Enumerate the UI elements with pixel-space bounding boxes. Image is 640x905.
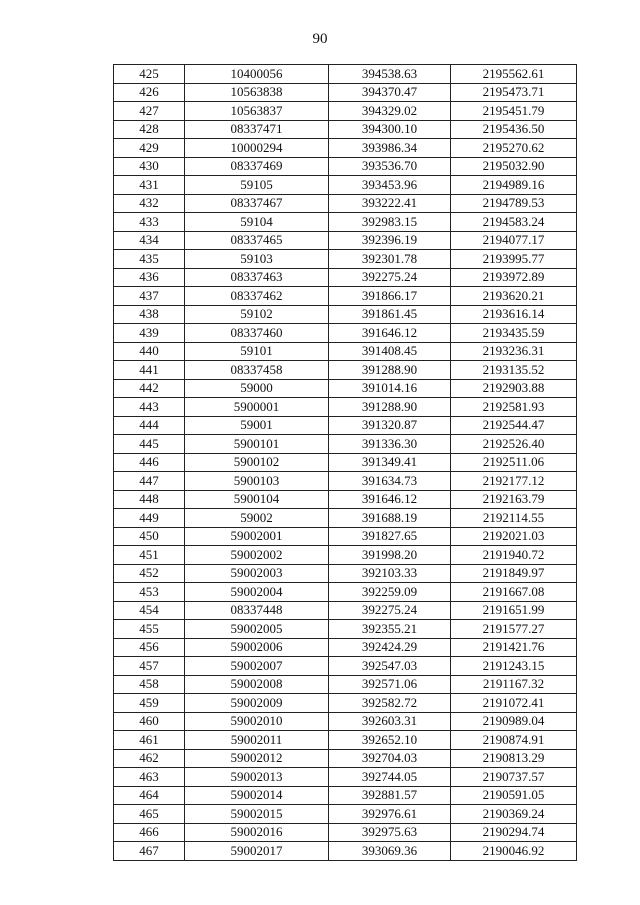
table-row [114, 509, 577, 528]
table-row [114, 583, 577, 602]
table-row [114, 65, 577, 84]
x-coordinate-cell: 391014.16 [329, 379, 451, 398]
x-coordinate-cell: 392975.63 [329, 823, 451, 842]
row-number-cell: 431 [114, 176, 185, 195]
row-number-cell: 453 [114, 583, 185, 602]
x-coordinate-cell: 393536.70 [329, 157, 451, 176]
row-number-cell: 439 [114, 324, 185, 343]
y-coordinate-cell: 2190813.29 [451, 749, 577, 768]
x-coordinate-cell: 392275.24 [329, 268, 451, 287]
x-coordinate-cell: 392355.21 [329, 620, 451, 639]
y-coordinate-cell: 2193135.52 [451, 361, 577, 380]
y-coordinate-cell: 2195270.62 [451, 139, 577, 158]
point-id-cell: 10563838 [185, 83, 329, 102]
x-coordinate-cell: 393986.34 [329, 139, 451, 158]
y-coordinate-cell: 2195032.90 [451, 157, 577, 176]
point-id-cell: 59002004 [185, 583, 329, 602]
x-coordinate-cell: 391634.73 [329, 472, 451, 491]
point-id-cell: 10400056 [185, 65, 329, 84]
table-row [114, 250, 577, 269]
table-row [114, 268, 577, 287]
point-id-cell: 08337448 [185, 601, 329, 620]
row-number-cell: 437 [114, 287, 185, 306]
y-coordinate-cell: 2194989.16 [451, 176, 577, 195]
row-number-cell: 441 [114, 361, 185, 380]
table-row [114, 842, 577, 861]
point-id-cell: 59002002 [185, 546, 329, 565]
y-coordinate-cell: 2190369.24 [451, 805, 577, 824]
y-coordinate-cell: 2194583.24 [451, 213, 577, 232]
y-coordinate-cell: 2193995.77 [451, 250, 577, 269]
x-coordinate-cell: 392259.09 [329, 583, 451, 602]
x-coordinate-cell: 392881.57 [329, 786, 451, 805]
table-row [114, 712, 577, 731]
table-row [114, 694, 577, 713]
x-coordinate-cell: 392547.03 [329, 657, 451, 676]
x-coordinate-cell: 392424.29 [329, 638, 451, 657]
y-coordinate-cell: 2193616.14 [451, 305, 577, 324]
point-id-cell: 59002013 [185, 768, 329, 787]
table-row [114, 823, 577, 842]
point-id-cell: 5900104 [185, 490, 329, 509]
point-id-cell: 5900103 [185, 472, 329, 491]
table-row [114, 805, 577, 824]
table-row [114, 638, 577, 657]
point-id-cell: 08337467 [185, 194, 329, 213]
row-number-cell: 461 [114, 731, 185, 750]
y-coordinate-cell: 2192114.55 [451, 509, 577, 528]
y-coordinate-cell: 2191849.97 [451, 564, 577, 583]
row-number-cell: 466 [114, 823, 185, 842]
row-number-cell: 458 [114, 675, 185, 694]
table-row [114, 176, 577, 195]
x-coordinate-cell: 393222.41 [329, 194, 451, 213]
y-coordinate-cell: 2191667.08 [451, 583, 577, 602]
y-coordinate-cell: 2192021.03 [451, 527, 577, 546]
row-number-cell: 445 [114, 435, 185, 454]
y-coordinate-cell: 2191651.99 [451, 601, 577, 620]
row-number-cell: 433 [114, 213, 185, 232]
y-coordinate-cell: 2190737.57 [451, 768, 577, 787]
row-number-cell: 465 [114, 805, 185, 824]
y-coordinate-cell: 2192581.93 [451, 398, 577, 417]
table-row [114, 731, 577, 750]
x-coordinate-cell: 391646.12 [329, 324, 451, 343]
point-id-cell: 59102 [185, 305, 329, 324]
row-number-cell: 463 [114, 768, 185, 787]
table-row [114, 342, 577, 361]
x-coordinate-cell: 391861.45 [329, 305, 451, 324]
y-coordinate-cell: 2191421.76 [451, 638, 577, 657]
y-coordinate-cell: 2195562.61 [451, 65, 577, 84]
coordinates-table [113, 64, 577, 861]
y-coordinate-cell: 2191940.72 [451, 546, 577, 565]
point-id-cell: 08337460 [185, 324, 329, 343]
table-row [114, 546, 577, 565]
page-number: 90 [312, 31, 328, 47]
coordinates-table-body [114, 65, 577, 861]
point-id-cell: 59103 [185, 250, 329, 269]
row-number-cell: 446 [114, 453, 185, 472]
row-number-cell: 467 [114, 842, 185, 861]
x-coordinate-cell: 394538.63 [329, 65, 451, 84]
table-row [114, 472, 577, 491]
x-coordinate-cell: 392744.05 [329, 768, 451, 787]
x-coordinate-cell: 393069.36 [329, 842, 451, 861]
point-id-cell: 08337471 [185, 120, 329, 139]
row-number-cell: 457 [114, 657, 185, 676]
y-coordinate-cell: 2192177.12 [451, 472, 577, 491]
x-coordinate-cell: 392983.15 [329, 213, 451, 232]
x-coordinate-cell: 391336.30 [329, 435, 451, 454]
y-coordinate-cell: 2195436.50 [451, 120, 577, 139]
row-number-cell: 442 [114, 379, 185, 398]
row-number-cell: 455 [114, 620, 185, 639]
table-row [114, 361, 577, 380]
row-number-cell: 429 [114, 139, 185, 158]
point-id-cell: 59104 [185, 213, 329, 232]
x-coordinate-cell: 391349.41 [329, 453, 451, 472]
point-id-cell: 08337469 [185, 157, 329, 176]
x-coordinate-cell: 391998.20 [329, 546, 451, 565]
y-coordinate-cell: 2190591.05 [451, 786, 577, 805]
table-row [114, 564, 577, 583]
row-number-cell: 425 [114, 65, 185, 84]
x-coordinate-cell: 391408.45 [329, 342, 451, 361]
table-row [114, 749, 577, 768]
point-id-cell: 5900001 [185, 398, 329, 417]
x-coordinate-cell: 391688.19 [329, 509, 451, 528]
row-number-cell: 451 [114, 546, 185, 565]
x-coordinate-cell: 392582.72 [329, 694, 451, 713]
point-id-cell: 10000294 [185, 139, 329, 158]
point-id-cell: 5900102 [185, 453, 329, 472]
x-coordinate-cell: 392396.19 [329, 231, 451, 250]
point-id-cell: 59002014 [185, 786, 329, 805]
row-number-cell: 440 [114, 342, 185, 361]
table-row [114, 324, 577, 343]
row-number-cell: 428 [114, 120, 185, 139]
row-number-cell: 436 [114, 268, 185, 287]
point-id-cell: 08337463 [185, 268, 329, 287]
table-row [114, 102, 577, 121]
point-id-cell: 59002009 [185, 694, 329, 713]
row-number-cell: 443 [114, 398, 185, 417]
x-coordinate-cell: 392652.10 [329, 731, 451, 750]
table-row [114, 231, 577, 250]
row-number-cell: 438 [114, 305, 185, 324]
point-id-cell: 08337462 [185, 287, 329, 306]
y-coordinate-cell: 2190294.74 [451, 823, 577, 842]
table-row [114, 194, 577, 213]
y-coordinate-cell: 2193620.21 [451, 287, 577, 306]
y-coordinate-cell: 2195473.71 [451, 83, 577, 102]
point-id-cell: 59002015 [185, 805, 329, 824]
point-id-cell: 59002001 [185, 527, 329, 546]
table-row [114, 213, 577, 232]
point-id-cell: 59002010 [185, 712, 329, 731]
point-id-cell: 59101 [185, 342, 329, 361]
row-number-cell: 448 [114, 490, 185, 509]
table-row [114, 453, 577, 472]
table-row [114, 120, 577, 139]
y-coordinate-cell: 2193236.31 [451, 342, 577, 361]
x-coordinate-cell: 394300.10 [329, 120, 451, 139]
table-row [114, 305, 577, 324]
point-id-cell: 59105 [185, 176, 329, 195]
table-row [114, 398, 577, 417]
point-id-cell: 59002003 [185, 564, 329, 583]
y-coordinate-cell: 2192544.47 [451, 416, 577, 435]
row-number-cell: 454 [114, 601, 185, 620]
y-coordinate-cell: 2194789.53 [451, 194, 577, 213]
row-number-cell: 464 [114, 786, 185, 805]
point-id-cell: 59002 [185, 509, 329, 528]
x-coordinate-cell: 391866.17 [329, 287, 451, 306]
x-coordinate-cell: 392603.31 [329, 712, 451, 731]
table-row [114, 657, 577, 676]
point-id-cell: 59002011 [185, 731, 329, 750]
x-coordinate-cell: 394329.02 [329, 102, 451, 121]
point-id-cell: 59002006 [185, 638, 329, 657]
y-coordinate-cell: 2190874.91 [451, 731, 577, 750]
x-coordinate-cell: 391827.65 [329, 527, 451, 546]
row-number-cell: 449 [114, 509, 185, 528]
y-coordinate-cell: 2190046.92 [451, 842, 577, 861]
table-row [114, 786, 577, 805]
table-row [114, 83, 577, 102]
x-coordinate-cell: 393453.96 [329, 176, 451, 195]
x-coordinate-cell: 394370.47 [329, 83, 451, 102]
table-row [114, 139, 577, 158]
y-coordinate-cell: 2191577.27 [451, 620, 577, 639]
point-id-cell: 59000 [185, 379, 329, 398]
row-number-cell: 460 [114, 712, 185, 731]
y-coordinate-cell: 2193435.59 [451, 324, 577, 343]
point-id-cell: 59002016 [185, 823, 329, 842]
row-number-cell: 426 [114, 83, 185, 102]
x-coordinate-cell: 392571.06 [329, 675, 451, 694]
y-coordinate-cell: 2195451.79 [451, 102, 577, 121]
x-coordinate-cell: 392103.33 [329, 564, 451, 583]
row-number-cell: 430 [114, 157, 185, 176]
row-number-cell: 462 [114, 749, 185, 768]
row-number-cell: 450 [114, 527, 185, 546]
point-id-cell: 08337458 [185, 361, 329, 380]
point-id-cell: 08337465 [185, 231, 329, 250]
table-row [114, 157, 577, 176]
x-coordinate-cell: 392275.24 [329, 601, 451, 620]
x-coordinate-cell: 391288.90 [329, 398, 451, 417]
point-id-cell: 5900101 [185, 435, 329, 454]
table-row [114, 287, 577, 306]
point-id-cell: 59002017 [185, 842, 329, 861]
y-coordinate-cell: 2192903.88 [451, 379, 577, 398]
x-coordinate-cell: 392704.03 [329, 749, 451, 768]
x-coordinate-cell: 391288.90 [329, 361, 451, 380]
y-coordinate-cell: 2191243.15 [451, 657, 577, 676]
row-number-cell: 459 [114, 694, 185, 713]
y-coordinate-cell: 2194077.17 [451, 231, 577, 250]
table-row [114, 675, 577, 694]
row-number-cell: 456 [114, 638, 185, 657]
row-number-cell: 432 [114, 194, 185, 213]
x-coordinate-cell: 392301.78 [329, 250, 451, 269]
table-row [114, 768, 577, 787]
y-coordinate-cell: 2192163.79 [451, 490, 577, 509]
row-number-cell: 427 [114, 102, 185, 121]
x-coordinate-cell: 391646.12 [329, 490, 451, 509]
row-number-cell: 434 [114, 231, 185, 250]
row-number-cell: 435 [114, 250, 185, 269]
point-id-cell: 10563837 [185, 102, 329, 121]
row-number-cell: 444 [114, 416, 185, 435]
point-id-cell: 59002005 [185, 620, 329, 639]
table-row [114, 490, 577, 509]
y-coordinate-cell: 2192511.06 [451, 453, 577, 472]
y-coordinate-cell: 2193972.89 [451, 268, 577, 287]
row-number-cell: 452 [114, 564, 185, 583]
table-row [114, 416, 577, 435]
x-coordinate-cell: 391320.87 [329, 416, 451, 435]
x-coordinate-cell: 392976.61 [329, 805, 451, 824]
table-row [114, 527, 577, 546]
point-id-cell: 59002012 [185, 749, 329, 768]
y-coordinate-cell: 2191072.41 [451, 694, 577, 713]
y-coordinate-cell: 2190989.04 [451, 712, 577, 731]
table-row [114, 379, 577, 398]
point-id-cell: 59002007 [185, 657, 329, 676]
table-row [114, 620, 577, 639]
table-row [114, 435, 577, 454]
y-coordinate-cell: 2191167.32 [451, 675, 577, 694]
row-number-cell: 447 [114, 472, 185, 491]
point-id-cell: 59001 [185, 416, 329, 435]
y-coordinate-cell: 2192526.40 [451, 435, 577, 454]
point-id-cell: 59002008 [185, 675, 329, 694]
table-row [114, 601, 577, 620]
